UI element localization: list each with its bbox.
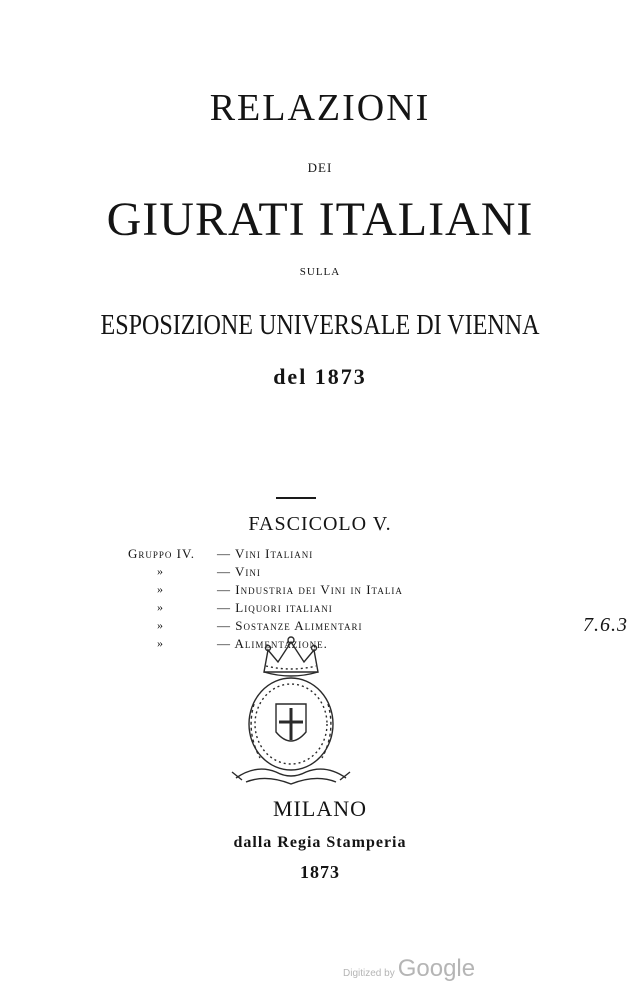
digitized-prefix: Digitized by — [343, 968, 395, 979]
book-heading: RELAZIONI — [209, 87, 431, 129]
ditto-mark: » — [157, 600, 163, 614]
contents-title: — Sostanze Alimentari — [217, 618, 363, 633]
ditto-mark: » — [157, 582, 163, 596]
main-title: GIURATI ITALIANI — [106, 193, 534, 246]
digitized-watermark — [343, 955, 475, 983]
contents-title: — Industria dei Vini in Italia — [217, 582, 403, 597]
handwritten-shelfmark: 7.6.3 — [583, 614, 628, 636]
divider-rule — [276, 497, 316, 499]
ditto-mark: » — [157, 618, 163, 632]
group-label: Gruppo IV. — [128, 546, 195, 561]
exposition-subject: ESPOSIZIONE UNIVERSALE DI VIENNA — [100, 310, 540, 341]
ditto-mark: » — [157, 636, 163, 650]
contents-title: — Vini — [217, 564, 261, 579]
publisher-name: dalla Regia Stamperia — [233, 834, 407, 851]
contents-title: — Vini Italiani — [217, 546, 314, 561]
connector-dei: DEI — [307, 160, 333, 175]
publication-city: MILANO — [273, 796, 367, 821]
contents-title: — Liquori italiani — [217, 600, 333, 615]
year-line: del 1873 — [273, 364, 367, 389]
fascicle-label: FASCICOLO V. — [248, 513, 392, 535]
list-item — [0, 564, 640, 582]
list-item — [0, 600, 640, 618]
publication-year: 1873 — [300, 862, 340, 882]
google-watermark-logo: Google — [397, 955, 476, 982]
list-item — [0, 546, 640, 564]
ditto-mark: » — [157, 564, 163, 578]
contents-title: — Alimentazione. — [217, 636, 328, 651]
connector-sulla: SULLA — [299, 266, 341, 278]
royal-crest-icon — [226, 632, 356, 792]
list-item — [0, 582, 640, 600]
